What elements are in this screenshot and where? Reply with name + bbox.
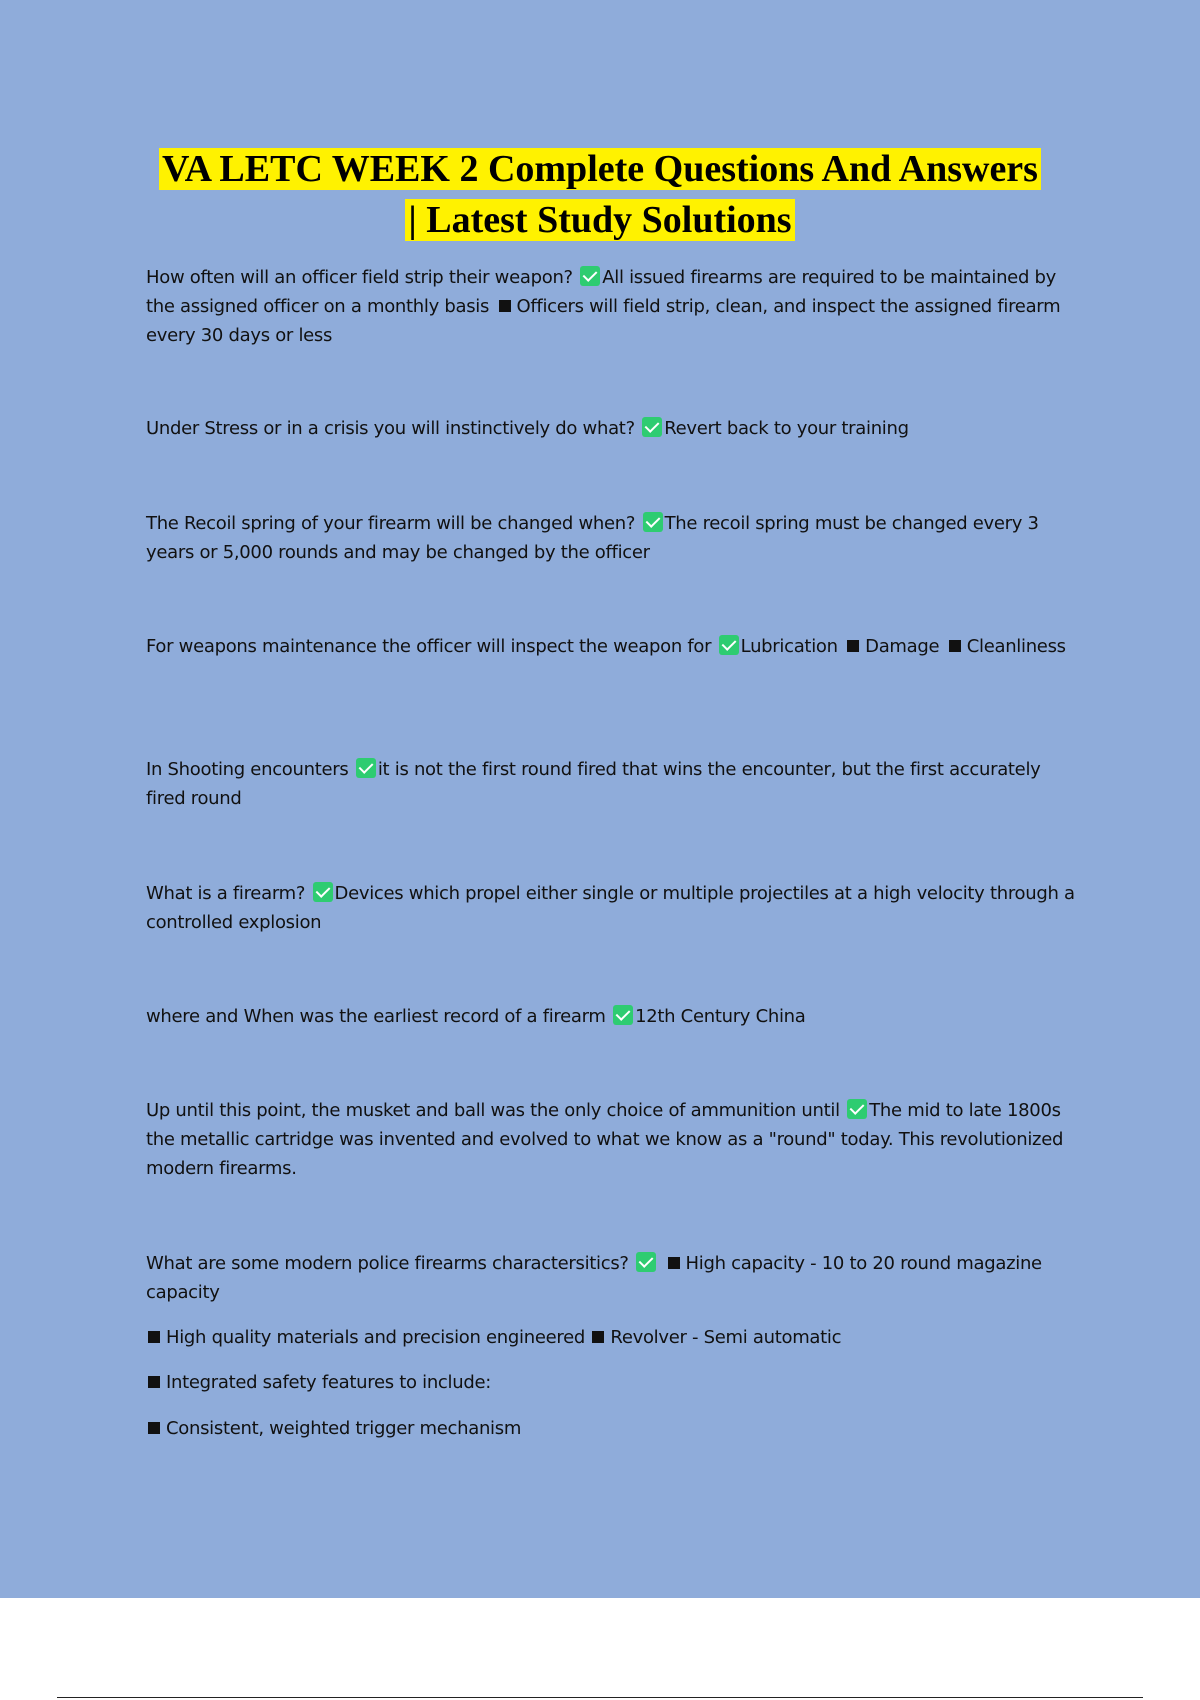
qa-item xyxy=(146,879,1081,937)
question: The Recoil spring of your firearm will be changed when? xyxy=(146,513,636,534)
answer-continued: Cleanliness xyxy=(966,636,1066,657)
black-square-icon xyxy=(668,1257,680,1269)
answer: The recoil spring must be changed every 3 years or 5,000 rounds and may be changed by the officer xyxy=(146,513,1039,563)
qa-item xyxy=(146,263,1081,350)
question: What are some modern police firearms charactersitics? xyxy=(146,1253,629,1274)
black-square-icon xyxy=(592,1331,604,1343)
black-square-icon xyxy=(148,1331,160,1343)
question: In Shooting encounters xyxy=(146,759,349,780)
question: where and When was the earliest record of a firearm xyxy=(146,1006,606,1027)
check-mark-icon xyxy=(636,1252,656,1272)
qa-item xyxy=(146,755,1081,813)
answer: The mid to late 1800s the metallic cartridge was invented and evolved to what we know as a "round" today. This revolutionized modern firearms. xyxy=(146,1100,1064,1179)
list-item-text: Revolver - Semi automatic xyxy=(610,1327,842,1348)
list-item xyxy=(146,1414,1081,1443)
question: Up until this point, the musket and ball was the only choice of ammunition until xyxy=(146,1100,840,1121)
list-item-text: Consistent, weighted trigger mechanism xyxy=(166,1418,522,1439)
check-mark-icon xyxy=(580,266,600,286)
title-line-2: | Latest Study Solutions xyxy=(405,199,794,241)
list-item-text: High quality materials and precision engineered xyxy=(166,1327,585,1348)
answer: it is not the first round fired that wins the encounter, but the first accurately fired round xyxy=(146,759,1041,809)
answer: Devices which propel either single or multiple projectiles at a high velocity through a controlled explosion xyxy=(146,883,1075,933)
page-title xyxy=(0,144,1200,246)
question: What is a firearm? xyxy=(146,883,306,904)
answer: 12th Century China xyxy=(635,1006,806,1027)
qa-item xyxy=(146,414,1081,443)
qa-item xyxy=(146,1249,1081,1307)
list-item xyxy=(146,1323,1081,1352)
check-mark-icon xyxy=(613,1005,633,1025)
list-item-text: Integrated safety features to include: xyxy=(166,1372,491,1393)
answer: All issued firearms are required to be maintained by the assigned officer on a monthly basis xyxy=(146,267,1056,317)
answer: Revert back to your training xyxy=(664,418,909,439)
answer-continued: Officers will field strip, clean, and inspect the assigned firearm every 30 days or less xyxy=(146,296,1061,346)
footer-divider xyxy=(57,1697,1143,1698)
question: For weapons maintenance the officer will inspect the weapon for xyxy=(146,636,712,657)
black-square-icon xyxy=(148,1422,160,1434)
check-mark-icon xyxy=(719,635,739,655)
question: Under Stress or in a crisis you will instinctively do what? xyxy=(146,418,635,439)
qa-item xyxy=(146,1002,1081,1031)
check-mark-icon xyxy=(313,882,333,902)
black-square-icon xyxy=(847,640,859,652)
title-line-1: VA LETC WEEK 2 Complete Questions And Answers xyxy=(159,148,1041,190)
black-square-icon xyxy=(148,1376,160,1388)
qa-item xyxy=(146,509,1081,567)
check-mark-icon xyxy=(642,417,662,437)
question: How often will an officer field strip their weapon? xyxy=(146,267,573,288)
check-mark-icon xyxy=(643,512,663,532)
check-mark-icon xyxy=(847,1099,867,1119)
list-item xyxy=(146,1368,1081,1397)
qa-item xyxy=(146,1096,1081,1183)
answer: Lubrication xyxy=(740,636,838,657)
black-square-icon xyxy=(499,300,511,312)
qa-item xyxy=(146,632,1081,661)
answer-continued: Damage xyxy=(865,636,940,657)
answer: High capacity - 10 to 20 round magazine capacity xyxy=(146,1253,1042,1303)
black-square-icon xyxy=(949,640,961,652)
check-mark-icon xyxy=(356,758,376,778)
